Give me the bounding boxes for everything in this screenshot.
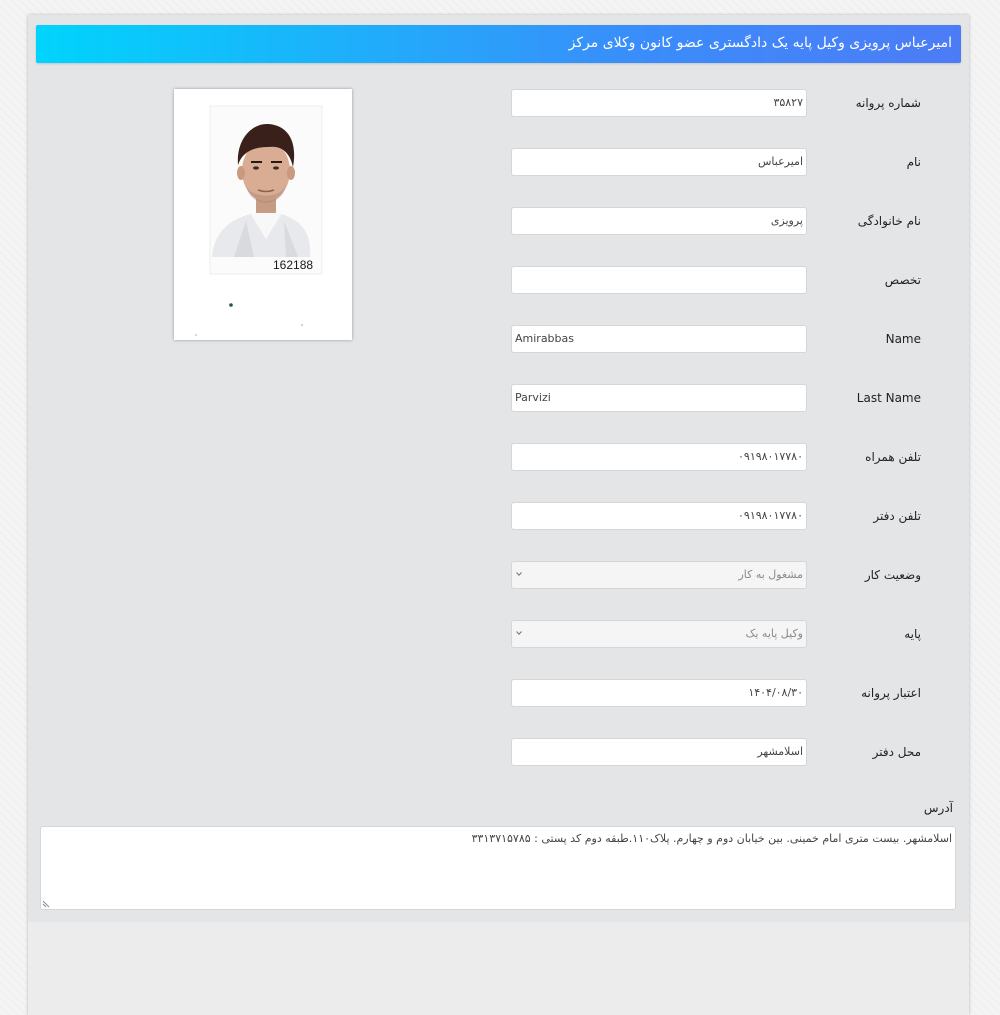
work-status-label: وضعیت کار [864, 568, 921, 582]
grade-value: وکیل پایه یک [745, 627, 803, 640]
office-phone-label: تلفن دفتر [873, 509, 921, 523]
profile-header [36, 25, 961, 63]
work-status-select[interactable] [511, 561, 807, 589]
specialty-field[interactable] [511, 266, 807, 294]
profile-photo [174, 89, 352, 340]
license-number-field[interactable]: ۳۵۸۲۷ [511, 89, 807, 117]
grade-label: پایه [904, 627, 921, 641]
mobile-field[interactable]: ۰۹۱۹۸۰۱۷۷۸۰ [511, 443, 807, 471]
lawyer-profile-card [28, 15, 969, 1015]
address-textarea[interactable] [40, 826, 956, 910]
license-validity-field[interactable]: ۱۴۰۴/۰۸/۳۰ [511, 679, 807, 707]
first-name-field[interactable]: امیرعباس [511, 148, 807, 176]
grade-select[interactable] [511, 620, 807, 648]
chevron-down-icon [516, 571, 522, 577]
office-location-field[interactable]: اسلامشهر [511, 738, 807, 766]
last-name-field[interactable]: پرویزی [511, 207, 807, 235]
resize-handle-icon[interactable] [42, 900, 50, 908]
work-status-value: مشغول به کار [738, 568, 803, 581]
footer-area [28, 922, 969, 1015]
last-name-en-label: Last Name [856, 391, 921, 405]
last-name-en-field[interactable]: Parvizi [511, 384, 807, 412]
last-name-label: نام خانوادگی [857, 214, 921, 228]
specialty-label: تخصص [884, 273, 921, 287]
address-label: آدرس [923, 801, 953, 815]
portrait-image [174, 89, 352, 340]
name-en-label: Name [885, 332, 921, 346]
license-validity-label: اعتبار پروانه [861, 686, 921, 700]
office-phone-field[interactable]: ۰۹۱۹۸۰۱۷۷۸۰ [511, 502, 807, 530]
office-location-label: محل دفتر [872, 745, 921, 759]
address-text: اسلامشهر. بیست متری امام خمینی. بین خیابان دوم و چهارم. پلاک۱۱۰.طبقه دوم کد پستی : ۳۳۱۳۷۱۵۷۸۵ [471, 832, 952, 845]
name-en-field[interactable]: Amirabbas [511, 325, 807, 353]
mobile-label: تلفن همراه [865, 450, 921, 464]
license-number-label: شماره پروانه [855, 96, 921, 110]
photo-id-number: 162188 [273, 258, 314, 272]
chevron-down-icon [516, 630, 522, 636]
profile-title: امیرعباس پرویزی وکیل پایه یک دادگستری عضو کانون وکلای مرکز [568, 35, 952, 51]
first-name-label: نام [906, 155, 921, 169]
